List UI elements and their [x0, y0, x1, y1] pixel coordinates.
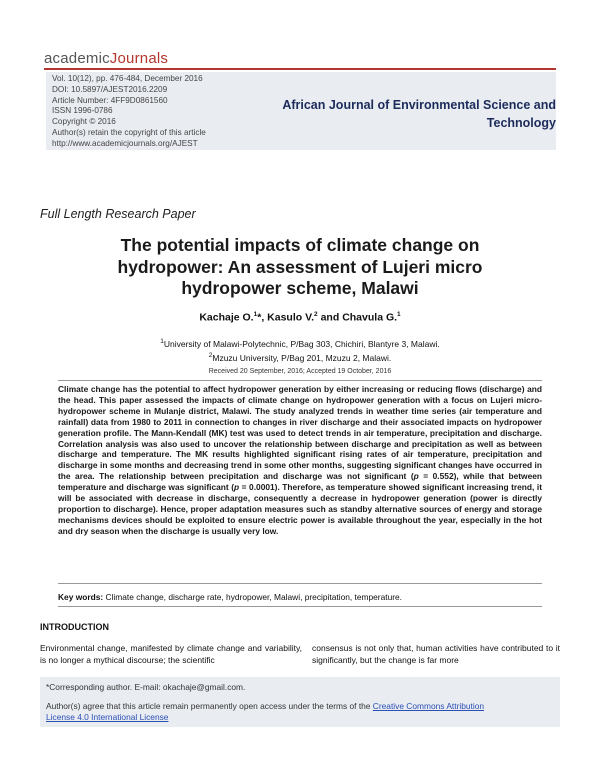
affiliations	[60, 336, 540, 365]
meta-copyright: Copyright © 2016	[52, 117, 116, 127]
meta-url[interactable]: http://www.academicjournals.org/AJEST	[52, 138, 198, 148]
journal-name-line1: African Journal of Environmental Science and	[282, 98, 556, 112]
license-note	[46, 701, 554, 723]
meta-copyright-note: Author(s) retain the copyright of this article	[52, 127, 206, 137]
publisher-logo	[44, 50, 168, 67]
author-name: Kachaje O.	[199, 311, 254, 324]
logo-part-journals: Journals	[109, 50, 169, 67]
article-metadata	[52, 74, 206, 150]
meta-doi: DOI: 10.5897/AJEST2016.2209	[52, 84, 168, 94]
affiliation-text: Mzuzu University, P/Bag 201, Mzuzu 2, Malawi.	[212, 353, 392, 364]
abstract-part: Climate change has the potential to affect hydropower generation by either increasing or reducing flows (discharge) and the head. This paper assessed the impacts of climate change on hydropower generation with a focus on Lujeri micro-hydropower scheme in Mulanje district, Malawi. The study analyzed trends in weather time series (air temperature and rainfall) data from 1980 to 2011 in connection to changes in river discharge and their associated impacts on hydropower generation profile. The Mann-Kendall (MK) test was used to detect trends in air temperature, precipitation and discharge. Correlation analysis was also used to uncover the relationship between discharge and precipitation as well as between discharge and temperature. The MK results highlighted significant rising rates of air temperature, precipitation and discharge in some months and decreasing trend in some other months, suggesting significant changes have occurred in the area. The relationship between precipitation and discharge was not significant (	[58, 384, 542, 482]
meta-issn: ISSN 1996-0786	[52, 106, 113, 116]
title-line3: hydropower scheme, Malawi	[181, 278, 419, 298]
author-separator: ,	[261, 311, 268, 324]
header-rule	[44, 68, 556, 70]
author-name: Kasulo V.	[267, 311, 315, 324]
author-affiliation-mark: 2	[314, 311, 318, 318]
author-list	[60, 311, 540, 324]
intro-left-column: Environmental change, manifested by climate change and variability, is no longer a mythical discourse; the scientific	[40, 643, 302, 665]
license-link[interactable]: Creative Commons Attribution	[372, 701, 485, 711]
abstract-italic-p: p	[413, 471, 419, 482]
meta-article-number: Article Number: 4FF9D0861560	[52, 95, 168, 105]
affiliation-mark: 1	[160, 338, 164, 345]
keywords	[58, 592, 542, 602]
author-separator: and	[317, 311, 343, 324]
keywords-label: Key words:	[58, 592, 104, 602]
author-name: Chavula G.	[342, 311, 398, 324]
intro-right-column: consensus is not only that, human activities have contributed to it significantly, but the change is far more	[312, 643, 560, 665]
license-link[interactable]: License 4.0 International License	[46, 712, 169, 722]
meta-volume: Vol. 10(12), pp. 476-484, December 2016	[52, 74, 203, 83]
keywords-list: Climate change, discharge rate, hydropower, Malawi, precipitation, temperature.	[103, 592, 403, 602]
journal-info-box	[46, 72, 556, 150]
received-dates: Received 20 September, 2016; Accepted 19 October, 2016	[208, 368, 392, 375]
affiliation-text: University of Malawi-Polytechnic, P/Bag 303, Chichiri, Blantyre 3, Malawi.	[163, 338, 440, 349]
affiliation-1	[60, 336, 540, 350]
affiliation-mark: 2	[208, 352, 213, 360]
author-affiliation-mark: 1	[397, 311, 401, 318]
abstract-part: = 0.0001). Therefore, as temperature showed significant increasing trend, it will be associated with decrease in discharge, consequently a decrease in hydropower generation (power is directly proportion to discharge). Hence, proper adaptation measures such as standby alternative sources of energy and storage mechanisms devices should be exploited to ensure electric power is available throughout the year, especially in the hot and dry season when the discharge is usually very low.	[58, 482, 542, 536]
journal-name	[256, 96, 556, 132]
corresponding-mark: *	[257, 311, 262, 324]
section-heading-introduction: INTRODUCTION	[40, 622, 109, 632]
abstract-italic-p: p	[233, 482, 240, 493]
logo-part-academic: academic	[44, 50, 110, 67]
license-text: Author(s) agree that this article remain permanently open access under the terms of the	[46, 701, 373, 711]
paper-title	[60, 235, 540, 300]
author-affiliation-mark: 1	[253, 311, 258, 318]
abstract-text	[58, 384, 542, 537]
abstract-bottom-rule	[58, 583, 542, 584]
footnote-box	[40, 677, 560, 727]
abstract-part: = 0.552), while that between temperature and discharge was significant (	[58, 471, 542, 493]
title-line2: hydropower: An assessment of Lujeri micro	[117, 256, 483, 277]
title-line1: The potential impacts of climate change on	[120, 235, 480, 255]
paper-type: Full Length Research Paper	[40, 207, 196, 221]
journal-name-line2: Technology	[486, 116, 556, 130]
corresponding-author-note: *Corresponding author. E-mail: okachaje@gmail.com.	[46, 682, 246, 692]
abstract-top-rule	[58, 380, 542, 381]
keywords-rule	[58, 606, 542, 607]
affiliation-2	[60, 350, 540, 364]
